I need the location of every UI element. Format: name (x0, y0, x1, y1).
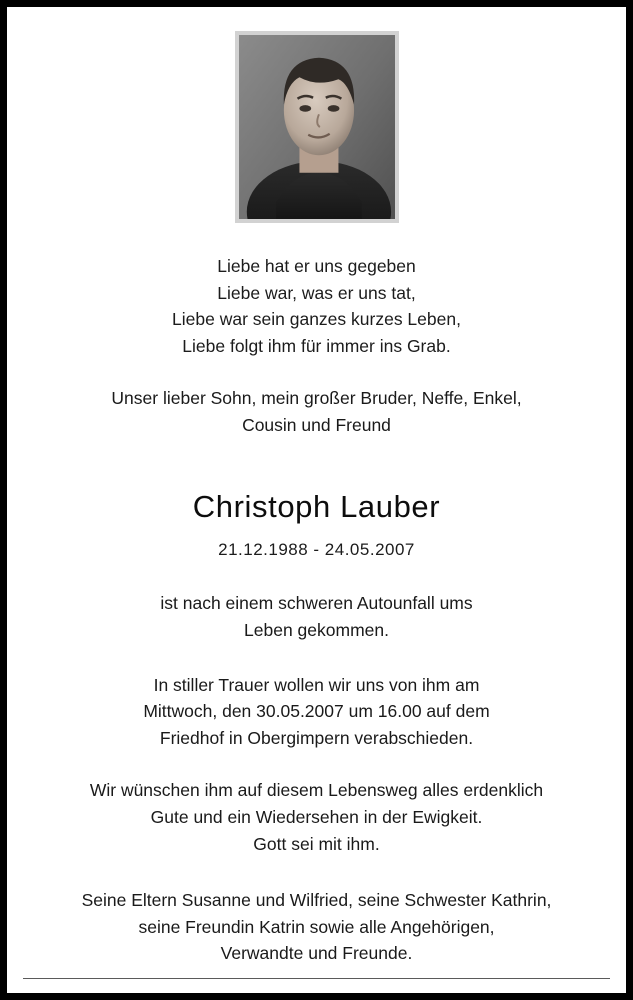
funeral-line-2: Mittwoch, den 30.05.2007 um 16.00 auf dem (143, 701, 490, 722)
deceased-dates: 21.12.1988 - 24.05.2007 (218, 539, 415, 559)
survivors-line-3: Verwandte und Freunde. (220, 943, 413, 964)
notice-text (37, 223, 597, 993)
cause-line-1: ist nach einem schweren Autounfall ums (160, 593, 473, 614)
poem-line-3: Liebe war sein ganzes kurzes Leben, (172, 309, 461, 330)
survivors (37, 887, 597, 967)
funeral-line-1: In stiller Trauer wollen wir uns von ihm am (153, 674, 480, 695)
funeral-line-3: Friedhof in Obergimpern verabschieden. (159, 727, 474, 748)
dedication-line-1: Unser lieber Sohn, mein großer Bruder, Neffe, Enkel, (111, 388, 522, 409)
cause-of-death (37, 590, 597, 643)
wish-line-1: Wir wünschen ihm auf diesem Lebensweg alles erdenklich (89, 780, 544, 801)
farewell-wish (37, 777, 597, 857)
funeral-details (37, 672, 597, 752)
portrait-image (239, 35, 395, 219)
wish-line-2: Gute und ein Wiedersehen in der Ewigkeit. (150, 807, 483, 828)
poem-line-4: Liebe folgt ihm für immer ins Grab. (182, 335, 451, 356)
poem-line-2: Liebe war, was er uns tat, (217, 282, 416, 303)
deceased-name: Christoph Lauber (192, 488, 441, 524)
dedication-line-2: Cousin und Freund (242, 414, 391, 435)
cause-line-2: Leben gekommen. (244, 620, 389, 641)
bottom-divider (23, 978, 610, 979)
poem (37, 253, 597, 359)
portrait-photo (235, 31, 399, 223)
dedication (37, 385, 597, 438)
survivors-line-1: Seine Eltern Susanne und Wilfried, seine Schwester Kathrin, (81, 890, 552, 911)
survivors-line-2: seine Freundin Katrin sowie alle Angehörigen, (138, 916, 495, 937)
wish-line-3: Gott sei mit ihm. (253, 833, 380, 854)
poem-line-1: Liebe hat er uns gegeben (217, 255, 416, 276)
